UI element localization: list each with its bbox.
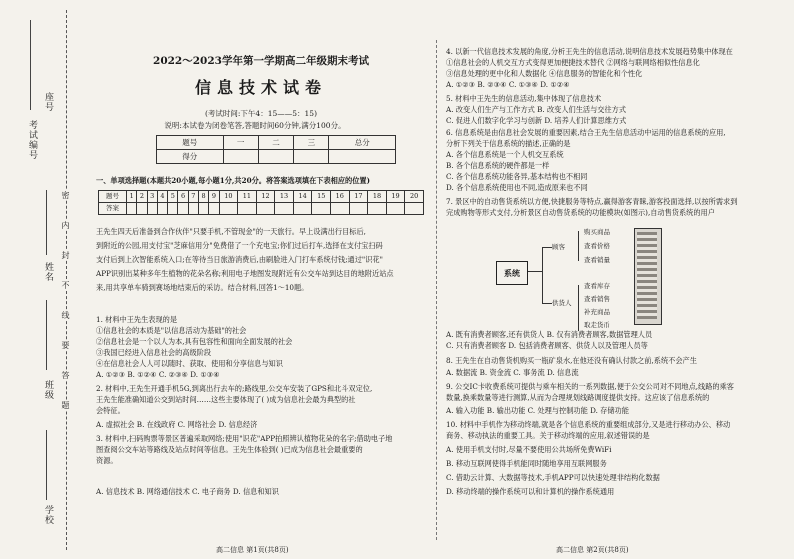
question-line: 商务、移动执法的重要工具。关于移动终端的应用,叙述错误的是 xyxy=(446,431,650,440)
answer-number: 17 xyxy=(349,191,368,203)
answer-cell[interactable] xyxy=(293,203,312,215)
answer-number: 11 xyxy=(238,191,257,203)
answer-table xyxy=(98,190,424,215)
question-line: A. ①②③ B. ①②④ C. ②③④ D. ①③④ xyxy=(96,370,220,379)
question-line: D. 移动终端的操作系统可以和计算机的操作系统通用 xyxy=(446,487,615,496)
answer-number: 9 xyxy=(209,191,219,203)
question-line: A. 各个信息系统是一个人机交互系统 xyxy=(446,150,564,159)
answer-number: 15 xyxy=(312,191,331,203)
cut-char: 题 xyxy=(61,401,70,409)
question-line: A. 数据流 B. 资金流 C. 事务流 D. 信息流 xyxy=(446,368,579,377)
answer-number: 5 xyxy=(168,191,178,203)
question-line: B. 移动互联网使得手机能同时随地享用互联网服务 xyxy=(446,459,607,468)
question-line: 2. 材料中,王先生开通手机5G,到离出行去车的;路线里,公交车安装了GPS和北斗双定位, xyxy=(96,384,373,393)
answer-cell[interactable] xyxy=(386,203,405,215)
score-cell[interactable] xyxy=(258,150,293,164)
answer-number: 8 xyxy=(198,191,208,203)
answer-cell[interactable] xyxy=(198,203,208,215)
supplier-item: 取走货币 xyxy=(584,321,610,329)
school-line xyxy=(46,430,47,500)
score-cell[interactable] xyxy=(329,150,396,164)
answer-number: 10 xyxy=(219,191,238,203)
right-column xyxy=(446,0,786,559)
question-line: A. 虚拟社会 B. 在线政府 C. 网络社会 D. 信息经济 xyxy=(96,420,258,429)
page-footer-right: 高二信息 第2页(共8页) xyxy=(556,546,629,554)
question-line: 1. 材料中王先生表现的是 xyxy=(96,315,178,324)
question-line: 完成购物等形式支付,分析景区自动售货系统的功能模块(如图示),自动售货系统的用户 xyxy=(446,208,715,217)
question-line: ①信息社会的人机交互方式变得更加便捷技术替代 ②网络与联网络相似性信息化 xyxy=(446,58,700,67)
question-line: D. 各个信息系统使用也不同,造成原来也不同 xyxy=(446,183,588,192)
answer-number: 4 xyxy=(157,191,167,203)
answer-cell[interactable] xyxy=(349,203,368,215)
score-cell[interactable] xyxy=(223,150,258,164)
system-box: 系统 xyxy=(496,261,528,285)
exam-title: 2022～2023学年第一学期高二年级期末考试 xyxy=(153,55,369,67)
passage-line: 支付后到上次智能系统入口;在等待当日旅游消费后,由刷脸进入门打车系统付钱;通过"识花" xyxy=(96,255,383,264)
vending-system-diagram xyxy=(494,228,694,329)
exam-note: 说明:本试卷为闭卷笔答,答题时间60分钟,满分100分。 xyxy=(164,121,346,130)
cut-char: 线 xyxy=(61,311,70,319)
diagram-line xyxy=(528,271,542,272)
seat-label: 座号 xyxy=(43,92,53,112)
supplier-item: 查看库存 xyxy=(584,282,610,290)
cut-char: 要 xyxy=(61,341,70,349)
section1-title: 一、单项选择题(本题共20小题,每小题1分,共20分。将答案选项填在下表相应的位置) xyxy=(96,176,371,185)
cut-char: 内 xyxy=(61,221,70,229)
exam-time: (考试时间:下午4：15——5：15) xyxy=(204,109,317,118)
question-line: 图查阅公交车站等路线及站点时间等信息。王先生体验到( )已成为信息社会最重要的 xyxy=(96,445,363,454)
customer-item: 查看销量 xyxy=(584,256,610,264)
answer-cell[interactable] xyxy=(147,203,157,215)
score-label: 得分 xyxy=(157,150,224,164)
answer-number: 16 xyxy=(331,191,350,203)
answer-number: 19 xyxy=(386,191,405,203)
diagram-line xyxy=(542,303,552,304)
question-line: 3. 材料中,扫码购票等景区普遍采取网络;使用"识花"APP拍照辨认植物花朵的名字;借助电子地 xyxy=(96,434,393,443)
question-line: 数量,换乘数量等进行测算,从而为合理规划线路调度提供支持。这应该了信息系统的 xyxy=(446,393,710,402)
question-line: 资源。 xyxy=(96,456,118,465)
question-line: C. 各个信息系统功能各异,基本结构也不相同 xyxy=(446,172,588,181)
class-label: 班级 xyxy=(43,380,53,400)
question-line: 5. 材料中王先生的信息活动,集中体现了信息技术 xyxy=(446,94,602,103)
column-divider xyxy=(436,40,437,540)
question-line: ③信息处理的更中化和人数据化 ④信息服务的智能化和个性化 xyxy=(446,69,643,78)
question-line: B. 各个信息系统的硬件都是一样 xyxy=(446,161,550,170)
answer-cell[interactable] xyxy=(405,203,424,215)
cut-char: 密 xyxy=(61,191,70,199)
score-head: 三 xyxy=(294,136,329,150)
answer-cell[interactable] xyxy=(178,203,188,215)
cut-char: 不 xyxy=(61,281,70,289)
question-line: 4. 以新一代信息技术发展的角度,分析王先生的信息活动,说明信息技术发展趋势集中体现在 xyxy=(446,47,733,56)
supplier-item: 补充商品 xyxy=(584,308,610,316)
score-head: 总分 xyxy=(329,136,396,150)
question-line: A. ①②③ B. ②③④ C. ①③④ D. ①②④ xyxy=(446,80,570,89)
diagram-line xyxy=(542,247,552,248)
diagram-line xyxy=(542,247,543,303)
score-head: 一 xyxy=(223,136,258,150)
answer-number: 20 xyxy=(405,191,424,203)
binding-margin xyxy=(0,0,82,559)
answer-cell[interactable] xyxy=(368,203,387,215)
answer-number: 2 xyxy=(137,191,147,203)
answer-number: 13 xyxy=(275,191,294,203)
question-line: 7. 景区中的自动售货系统以方便,快捷服务等特点,赢得游客青睐,游客投面选择,以按所需求到 xyxy=(446,197,738,206)
answer-cell[interactable] xyxy=(127,203,137,215)
answer-cell[interactable] xyxy=(312,203,331,215)
cut-char: 封 xyxy=(61,251,70,259)
question-line: 分析下列关于信息系统的描述,正确的是 xyxy=(446,139,571,148)
answer-cell[interactable] xyxy=(209,203,219,215)
answer-cell[interactable] xyxy=(275,203,294,215)
question-line: A. 信息技术 B. 网络通信技术 C. 电子商务 D. 信息和知识 xyxy=(96,487,279,496)
score-cell[interactable] xyxy=(294,150,329,164)
school-label: 学校 xyxy=(43,505,53,525)
score-head: 二 xyxy=(258,136,293,150)
answer-cell[interactable] xyxy=(188,203,198,215)
name-label: 姓名 xyxy=(43,262,53,282)
class-line xyxy=(46,300,47,370)
question-line: 10. 材料中手机作为移动终端,就是各个信息系统的重要组成部分,又是进行移动办公、移动 xyxy=(446,420,731,429)
page-footer-left: 高二信息 第1页(共8页) xyxy=(216,546,289,554)
diagram-line xyxy=(578,231,579,261)
answer-number: 1 xyxy=(127,191,137,203)
answer-label: 答案 xyxy=(99,203,127,215)
cut-char: 答 xyxy=(61,371,70,379)
answer-number: 12 xyxy=(256,191,275,203)
supplier-node: 供货人 xyxy=(552,299,572,307)
score-head: 题号 xyxy=(157,136,224,150)
answer-cell[interactable] xyxy=(238,203,257,215)
passage-line: APP识别出某种多年生植物的花朵名称;利用电子地图发现附近有公交车站到达目的地附近站点 xyxy=(96,269,394,278)
left-column xyxy=(96,0,426,559)
answer-cell[interactable] xyxy=(256,203,275,215)
answer-cell[interactable] xyxy=(137,203,147,215)
passage-line: 到附近的公园,用支付宝"芝麻信用分"免费借了一个充电宝;你们过后打车,选择在支付宝扫码 xyxy=(96,241,383,250)
name-line xyxy=(46,190,47,255)
customer-item: 查看价格 xyxy=(584,242,610,250)
diagram-line xyxy=(578,285,579,331)
question-line: C. 只有消费者顾客 D. 包括消费者顾客、供货人以及管理人员等 xyxy=(446,341,648,350)
answer-cell[interactable] xyxy=(157,203,167,215)
question-line: ④在信息社会人人可以随时、获取、使用和分享信息与知识 xyxy=(96,359,283,368)
supplier-item: 查看销售 xyxy=(584,295,610,303)
answer-number: 18 xyxy=(368,191,387,203)
answer-number: 6 xyxy=(178,191,188,203)
customer-item: 购买商品 xyxy=(584,228,610,236)
answer-cell[interactable] xyxy=(168,203,178,215)
question-line: 6. 信息系统是由信息社会发展的重要因素,结合王先生信息活动中运用的信息系统的应用, xyxy=(446,128,726,137)
question-line: A. 既有消费者顾客,还有供货人 B. 仅有消费者顾客,数据管理人员 xyxy=(446,330,653,339)
question-line: 会特征。 xyxy=(96,406,125,415)
question-line: ②信息社会是一个以人为本,具有包容性和面向全面发展的社会 xyxy=(96,337,293,346)
score-table xyxy=(156,135,396,164)
answer-cell[interactable] xyxy=(219,203,238,215)
question-line: C. 借助云计算、大数据等技术,手机APP可以快速处理非结构化数据 xyxy=(446,473,660,482)
answer-number: 7 xyxy=(188,191,198,203)
question-line: A. 使用手机支付时,尽量不要使用公共场所免费WiFi xyxy=(446,445,612,454)
passage-line: 来,用共享单车骑到赛场地结束后的采访。结合材料,回答1～10题。 xyxy=(96,283,309,292)
subject-title: 信息技术试卷 xyxy=(194,78,327,97)
answer-number: 14 xyxy=(293,191,312,203)
question-line: A. 输入功能 B. 输出功能 C. 处理与控制功能 D. 存储功能 xyxy=(446,406,629,415)
question-line: ①信息社会的本质是"以信息活动为基础"的社会 xyxy=(96,326,247,335)
answer-cell[interactable] xyxy=(331,203,350,215)
passage-line: 王先生四天后准备到合作伙伴"只要手机,不管现金"的一天旅行。早上设满出行目标后, xyxy=(96,227,366,236)
question-line: 8. 王先生在自动售货机购买一瓶矿泉水,在他还没有确认付款之前,系统不会产生 xyxy=(446,356,697,365)
exam-no-line xyxy=(30,20,31,110)
vending-machine-image xyxy=(634,228,662,325)
question-line: 王先生能准确知道公交到站时间……这些主要体现了( )成为信息社会最为典型的社 xyxy=(96,395,356,404)
customer-node: 顾客 xyxy=(552,243,565,251)
answer-head: 题号 xyxy=(99,191,127,203)
exam-no-label: 考试编号 xyxy=(27,120,37,160)
question-line: C. 促进人们数字化学习与创新 D. 培养人们计算思维方式 xyxy=(446,116,627,125)
question-line: A. 改变人们生产与工作方式 B. 改变人们生活与交往方式 xyxy=(446,105,627,114)
question-line: ③我国已经进入信息社会的高级阶段 xyxy=(96,348,212,357)
question-line: 9. 公交IC卡收费系统可提供与乘车相关的一系列数据,便于公交公司对不同地点,线路的乘客 xyxy=(446,382,734,391)
answer-number: 3 xyxy=(147,191,157,203)
